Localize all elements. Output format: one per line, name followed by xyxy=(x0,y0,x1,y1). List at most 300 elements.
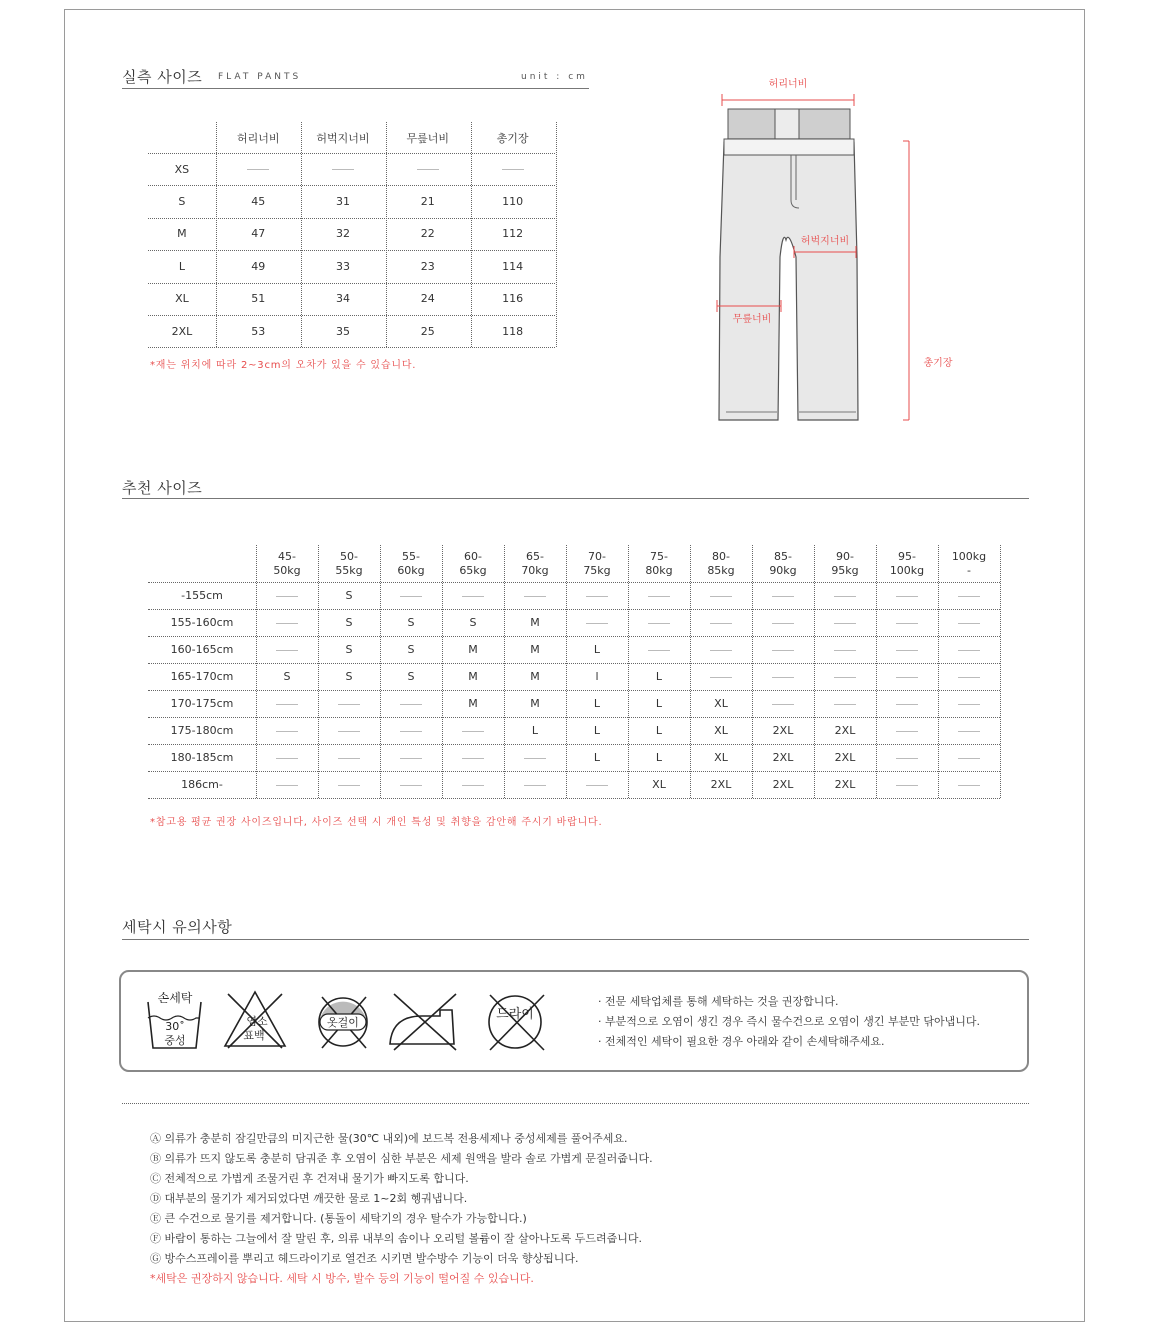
recommend-cell xyxy=(814,690,876,717)
recommend-cell xyxy=(442,717,504,744)
empty-dash xyxy=(276,785,298,786)
recommend-cell xyxy=(318,771,380,798)
weight-header-cell xyxy=(256,545,318,582)
flat-header-cell: 총기장 xyxy=(496,131,529,145)
weight-header-cell xyxy=(752,545,814,582)
empty-dash xyxy=(462,596,484,597)
weight-range-end: 55kg xyxy=(335,563,363,577)
svg-text:표백: 표백 xyxy=(243,1029,265,1042)
weight-header-cell xyxy=(938,545,1000,582)
empty-dash xyxy=(958,623,980,624)
weight-range-start: 55- xyxy=(402,549,420,563)
length-label: 총기장 xyxy=(923,358,953,369)
recommend-cell xyxy=(938,690,1000,717)
empty-dash xyxy=(462,785,484,786)
recommend-cell xyxy=(256,636,318,663)
recommend-cell xyxy=(256,744,318,771)
recommend-cell: 2XL xyxy=(772,724,794,737)
table-row xyxy=(148,218,555,250)
height-label: 170-175cm xyxy=(170,697,234,710)
empty-dash xyxy=(834,623,856,624)
measure-cell: 49 xyxy=(251,259,266,273)
recommend-cell: 2XL xyxy=(772,778,794,791)
table-row xyxy=(148,315,555,347)
recommend-cell: M xyxy=(530,643,540,656)
empty-dash xyxy=(524,758,546,759)
wash-warning: *세탁은 권장하지 않습니다. 세탁 시 방수, 발수 등의 기능이 떨어질 수 있습니다. xyxy=(150,1272,534,1285)
recommend-cell: L xyxy=(655,697,663,710)
measure-cell: 118 xyxy=(502,324,524,338)
empty-dash xyxy=(772,704,794,705)
table-row xyxy=(148,185,555,217)
empty-dash xyxy=(772,677,794,678)
recommend-cell: S xyxy=(407,670,415,683)
size-label: XS xyxy=(174,162,190,176)
empty-dash xyxy=(834,704,856,705)
recommend-size-note: *참고용 평균 권장 사이즈입니다, 사이즈 선택 시 개인 특성 및 취향을 감안해 주시기 바랍니다. xyxy=(150,817,603,828)
empty-dash xyxy=(772,650,794,651)
flat-size-note: *재는 위치에 따라 2~3cm의 오차가 있을 수 있습니다. xyxy=(150,360,417,371)
recommend-cell xyxy=(876,744,938,771)
care-note-3: · 전체적인 세탁이 필요한 경우 아래와 같이 손세탁해주세요. xyxy=(598,1035,885,1048)
weight-header-cell xyxy=(690,545,752,582)
recommend-cell xyxy=(814,582,876,609)
recommend-cell xyxy=(690,582,752,609)
empty-dash xyxy=(338,731,360,732)
measure-cell: 47 xyxy=(251,227,266,241)
empty-dash xyxy=(958,785,980,786)
empty-dash xyxy=(834,677,856,678)
empty-dash xyxy=(417,169,439,170)
table-row xyxy=(148,636,1000,663)
recommend-cell xyxy=(690,636,752,663)
empty-dash xyxy=(958,758,980,759)
recommend-cell xyxy=(380,582,442,609)
wash-steps xyxy=(150,1129,653,1289)
recommend-cell xyxy=(690,663,752,690)
table-row xyxy=(148,690,1000,717)
empty-dash xyxy=(958,731,980,732)
recommend-cell: L xyxy=(531,724,539,737)
empty-dash xyxy=(586,596,608,597)
size-label: 2XL xyxy=(171,324,193,338)
recommend-cell xyxy=(380,717,442,744)
weight-range-end: 65kg xyxy=(459,563,487,577)
recommend-cell xyxy=(380,744,442,771)
empty-dash xyxy=(276,650,298,651)
grid-line xyxy=(148,798,1000,799)
care-title-rule xyxy=(122,939,1029,940)
recommend-cell: L xyxy=(655,670,663,683)
measure-cell: 24 xyxy=(420,292,435,306)
weight-header-cell xyxy=(876,545,938,582)
recommend-cell xyxy=(938,771,1000,798)
empty-dash xyxy=(710,623,732,624)
recommend-cell: S xyxy=(345,589,353,602)
height-label: 180-185cm xyxy=(170,751,234,764)
recommend-cell: XL xyxy=(714,751,728,764)
recommend-cell xyxy=(566,609,628,636)
pants-body-shape xyxy=(719,139,858,420)
weight-range-start: 50- xyxy=(340,549,358,563)
wash-step-d: Ⓓ 대부분의 물기가 제거되었다면 깨끗한 물로 1~2회 헹궈냅니다. xyxy=(150,1192,468,1205)
height-label: 165-170cm xyxy=(170,670,234,683)
unit-label: unit : cm xyxy=(521,72,588,82)
recommend-cell xyxy=(442,771,504,798)
empty-dash xyxy=(648,650,670,651)
empty-dash xyxy=(338,704,360,705)
empty-dash xyxy=(896,731,918,732)
measure-cell: 25 xyxy=(420,324,435,338)
recommend-cell: S xyxy=(283,670,291,683)
wash-step-f: Ⓕ 바람이 통하는 그늘에서 잘 말린 후, 의류 내부의 솜이나 오리털 볼륨이 잘 살아나도록 두드려줍니다. xyxy=(150,1232,642,1245)
table-row xyxy=(148,250,555,282)
recommend-cell xyxy=(318,744,380,771)
recommend-title-rule xyxy=(122,498,1029,499)
recommend-cell: L xyxy=(655,724,663,737)
empty-dash xyxy=(276,623,298,624)
empty-dash xyxy=(648,623,670,624)
care-note-1: · 전문 세탁업체를 통해 세탁하는 것을 권장합니다. xyxy=(598,995,839,1008)
weight-range-start: 85- xyxy=(774,549,792,563)
recommend-cell xyxy=(814,609,876,636)
weight-range-start: 80- xyxy=(712,549,730,563)
waist-label: 허리너비 xyxy=(768,79,808,90)
weight-range-start: 45- xyxy=(278,549,296,563)
recommend-cell: 2XL xyxy=(710,778,732,791)
flat-header-row xyxy=(148,122,555,153)
recommend-cell: L xyxy=(593,643,601,656)
empty-dash xyxy=(772,596,794,597)
empty-dash xyxy=(958,704,980,705)
weight-range-end: 70kg xyxy=(521,563,549,577)
recommend-cell: M xyxy=(530,697,540,710)
empty-dash xyxy=(710,596,732,597)
empty-dash xyxy=(400,596,422,597)
empty-dash xyxy=(586,785,608,786)
svg-text:30˚: 30˚ xyxy=(165,1020,185,1033)
flat-size-title: 실측 사이즈 xyxy=(122,68,203,86)
table-row xyxy=(148,609,1000,636)
recommend-cell xyxy=(256,771,318,798)
flat-header-cell: 허리너비 xyxy=(236,131,280,145)
care-icons xyxy=(140,986,560,1056)
recommend-cell xyxy=(256,690,318,717)
recommend-header-row xyxy=(148,545,1000,582)
table-row xyxy=(148,744,1000,771)
recommend-cell xyxy=(318,717,380,744)
recommend-cell: M xyxy=(530,616,540,629)
empty-dash xyxy=(400,704,422,705)
weight-range-end: 80kg xyxy=(645,563,673,577)
recommend-cell: S xyxy=(407,616,415,629)
weight-header-cell xyxy=(504,545,566,582)
empty-dash xyxy=(896,758,918,759)
recommend-cell: M xyxy=(530,670,540,683)
empty-dash xyxy=(400,758,422,759)
recommend-cell xyxy=(442,744,504,771)
weight-range-end: 90kg xyxy=(769,563,797,577)
svg-text:중성: 중성 xyxy=(164,1034,186,1047)
pants-diagram xyxy=(700,70,960,430)
measure-cell: 34 xyxy=(336,292,350,306)
care-note-2: · 부분적으로 오염이 생긴 경우 즉시 물수건으로 오염이 생긴 부분만 닦아냅니다. xyxy=(598,1015,980,1028)
empty-dash xyxy=(648,596,670,597)
empty-dash xyxy=(332,169,354,170)
flat-header-cell: 무릎너비 xyxy=(406,131,450,145)
measure-cell xyxy=(301,153,386,185)
recommend-cell xyxy=(566,771,628,798)
recommend-cell: S xyxy=(469,616,477,629)
empty-dash xyxy=(276,596,298,597)
flat-size-subtitle: FLAT PANTS xyxy=(218,72,302,82)
recommend-cell xyxy=(752,636,814,663)
grid-line xyxy=(556,122,557,347)
empty-dash xyxy=(710,650,732,651)
recommend-cell xyxy=(876,690,938,717)
wash-step-g: Ⓖ 방수스프레이를 뿌리고 헤드라이기로 열건조 시키면 발수방수 기능이 더욱 향상됩니다. xyxy=(150,1252,579,1265)
care-title: 세탁시 유의사항 xyxy=(122,918,233,936)
measure-cell: 45 xyxy=(251,195,266,209)
recommend-cell xyxy=(752,663,814,690)
empty-dash xyxy=(462,731,484,732)
empty-dash xyxy=(338,758,360,759)
size-label: M xyxy=(177,227,187,241)
measure-cell: 112 xyxy=(502,227,524,241)
table-row xyxy=(148,717,1000,744)
recommend-cell: S xyxy=(345,670,353,683)
table-row xyxy=(148,153,555,185)
recommend-cell xyxy=(938,744,1000,771)
svg-text:드라이: 드라이 xyxy=(496,1007,534,1022)
recommend-cell xyxy=(504,582,566,609)
empty-dash xyxy=(958,650,980,651)
recommend-cell xyxy=(256,717,318,744)
height-label: 175-180cm xyxy=(170,724,234,737)
empty-dash xyxy=(896,785,918,786)
empty-dash xyxy=(896,704,918,705)
recommend-cell: XL xyxy=(652,778,666,791)
hand-wash-icon xyxy=(148,990,201,1048)
no-hang-dry-icon xyxy=(319,997,367,1048)
recommend-cell: 2XL xyxy=(834,778,856,791)
weight-range-start: 95- xyxy=(898,549,916,563)
recommend-cell xyxy=(380,771,442,798)
empty-dash xyxy=(400,731,422,732)
recommend-cell: l xyxy=(595,670,599,683)
measure-cell: 110 xyxy=(502,195,524,209)
recommend-cell xyxy=(876,609,938,636)
empty-dash xyxy=(276,731,298,732)
wash-step-a: Ⓐ 의류가 충분히 잠길만큼의 미지근한 물(30℃ 내외)에 보드복 전용세제나 중성세제를 풀어주세요. xyxy=(150,1132,628,1145)
recommend-cell: S xyxy=(345,643,353,656)
measure-cell: 53 xyxy=(251,324,266,338)
weight-header-cell xyxy=(318,545,380,582)
empty-dash xyxy=(834,596,856,597)
empty-dash xyxy=(524,785,546,786)
thigh-label: 허벅지너비 xyxy=(800,236,850,247)
flat-size-table xyxy=(148,122,555,347)
recommend-cell xyxy=(938,663,1000,690)
recommend-cell xyxy=(938,582,1000,609)
weight-header-cell xyxy=(814,545,876,582)
grid-line xyxy=(148,347,555,348)
svg-text:옷걸이: 옷걸이 xyxy=(327,1016,359,1029)
empty-dash xyxy=(896,650,918,651)
empty-dash xyxy=(710,677,732,678)
empty-dash xyxy=(502,169,524,170)
flat-title-rule xyxy=(122,88,589,89)
recommend-cell xyxy=(380,690,442,717)
measure-cell: 114 xyxy=(502,259,524,273)
empty-dash xyxy=(896,623,918,624)
weight-header-cell xyxy=(442,545,504,582)
recommend-cell: XL xyxy=(714,724,728,737)
no-iron-icon xyxy=(390,994,456,1050)
recommend-cell: S xyxy=(407,643,415,656)
recommend-cell: L xyxy=(593,751,601,764)
weight-range-end: - xyxy=(967,563,971,577)
measure-cell xyxy=(385,153,470,185)
measure-cell xyxy=(470,153,555,185)
flat-header-cell: 허벅지너비 xyxy=(316,131,370,145)
size-label: S xyxy=(178,195,186,209)
svg-text:손세탁: 손세탁 xyxy=(157,991,193,1005)
grid-line xyxy=(1000,545,1001,798)
empty-dash xyxy=(958,677,980,678)
empty-dash xyxy=(958,596,980,597)
recommend-cell xyxy=(256,609,318,636)
empty-dash xyxy=(247,169,269,170)
recommend-cell xyxy=(938,717,1000,744)
height-label: 160-165cm xyxy=(170,643,234,656)
measure-cell xyxy=(216,153,301,185)
table-row xyxy=(148,771,1000,798)
recommend-cell xyxy=(628,582,690,609)
measure-cell: 23 xyxy=(420,259,435,273)
recommend-cell: L xyxy=(593,724,601,737)
weight-range-start: 60- xyxy=(464,549,482,563)
empty-dash xyxy=(772,623,794,624)
weight-range-end: 50kg xyxy=(273,563,301,577)
recommend-cell xyxy=(876,717,938,744)
recommend-cell xyxy=(566,582,628,609)
weight-header-cell xyxy=(566,545,628,582)
weight-range-start: 100kg xyxy=(951,549,987,563)
measure-cell: 22 xyxy=(420,227,435,241)
table-row xyxy=(148,582,1000,609)
recommend-cell xyxy=(876,663,938,690)
svg-text:염소: 염소 xyxy=(246,1015,268,1028)
recommend-cell xyxy=(504,744,566,771)
recommend-cell xyxy=(318,690,380,717)
recommend-cell xyxy=(938,609,1000,636)
recommend-cell xyxy=(752,609,814,636)
weight-range-start: 70- xyxy=(588,549,606,563)
recommend-cell xyxy=(628,636,690,663)
no-dry-clean-icon xyxy=(489,995,544,1050)
empty-dash xyxy=(276,704,298,705)
weight-range-start: 75- xyxy=(650,549,668,563)
recommend-cell: M xyxy=(468,643,478,656)
empty-dash xyxy=(462,758,484,759)
height-label: 186cm- xyxy=(181,778,223,791)
recommend-cell xyxy=(628,609,690,636)
recommend-cell: L xyxy=(655,751,663,764)
height-label: -155cm xyxy=(181,589,223,602)
measure-cell: 116 xyxy=(502,292,524,306)
recommend-size-title: 추천 사이즈 xyxy=(122,479,203,497)
size-label: L xyxy=(178,259,185,273)
recommend-cell xyxy=(876,771,938,798)
recommend-cell: M xyxy=(468,670,478,683)
empty-dash xyxy=(896,596,918,597)
recommend-cell xyxy=(256,582,318,609)
weight-range-end: 75kg xyxy=(583,563,611,577)
knee-label: 무릎너비 xyxy=(732,314,772,325)
size-label: XL xyxy=(175,292,189,306)
weight-range-end: 60kg xyxy=(397,563,425,577)
recommend-cell: 2XL xyxy=(772,751,794,764)
recommend-cell xyxy=(876,582,938,609)
table-row xyxy=(148,283,555,315)
empty-dash xyxy=(524,596,546,597)
measure-cell: 31 xyxy=(336,195,350,209)
recommend-cell xyxy=(442,582,504,609)
weight-header-cell xyxy=(628,545,690,582)
recommend-cell xyxy=(938,636,1000,663)
wash-step-e: Ⓔ 큰 수건으로 물기를 제거합니다. (통돌이 세탁기의 경우 탈수가 가능합니다.) xyxy=(150,1212,527,1225)
recommend-cell: 2XL xyxy=(834,724,856,737)
weight-header-cell xyxy=(380,545,442,582)
empty-dash xyxy=(834,650,856,651)
recommend-cell: 2XL xyxy=(834,751,856,764)
weight-range-end: 95kg xyxy=(831,563,859,577)
recommend-cell xyxy=(504,771,566,798)
measure-cell: 33 xyxy=(336,259,350,273)
wash-step-c: Ⓒ 전체적으로 가볍게 조물거린 후 건져내 물기가 빠지도록 합니다. xyxy=(150,1172,469,1185)
empty-dash xyxy=(896,677,918,678)
empty-dash xyxy=(338,785,360,786)
empty-dash xyxy=(586,623,608,624)
weight-range-end: 85kg xyxy=(707,563,735,577)
recommend-cell xyxy=(752,582,814,609)
recommend-cell: L xyxy=(593,697,601,710)
recommend-cell xyxy=(876,636,938,663)
recommend-cell: XL xyxy=(714,697,728,710)
no-bleach-icon xyxy=(225,992,285,1048)
table-row xyxy=(148,663,1000,690)
recommend-cell: M xyxy=(468,697,478,710)
measure-cell: 35 xyxy=(336,324,350,338)
measure-cell: 21 xyxy=(420,195,435,209)
empty-dash xyxy=(400,785,422,786)
recommend-cell xyxy=(814,636,876,663)
recommend-cell xyxy=(690,609,752,636)
empty-dash xyxy=(276,758,298,759)
measure-cell: 32 xyxy=(336,227,350,241)
recommend-cell xyxy=(814,663,876,690)
care-notes xyxy=(598,992,980,1052)
weight-range-end: 100kg xyxy=(889,563,925,577)
measure-cell: 51 xyxy=(251,292,266,306)
recommend-size-table xyxy=(148,545,1000,798)
wash-step-b: Ⓑ 의류가 뜨지 않도록 충분히 담궈준 후 오염이 심한 부분은 세제 원액을 발라 솔로 가볍게 문질러줍니다. xyxy=(150,1152,653,1165)
recommend-cell: S xyxy=(345,616,353,629)
weight-range-start: 65- xyxy=(526,549,544,563)
recommend-cell xyxy=(752,690,814,717)
height-label: 155-160cm xyxy=(170,616,234,629)
